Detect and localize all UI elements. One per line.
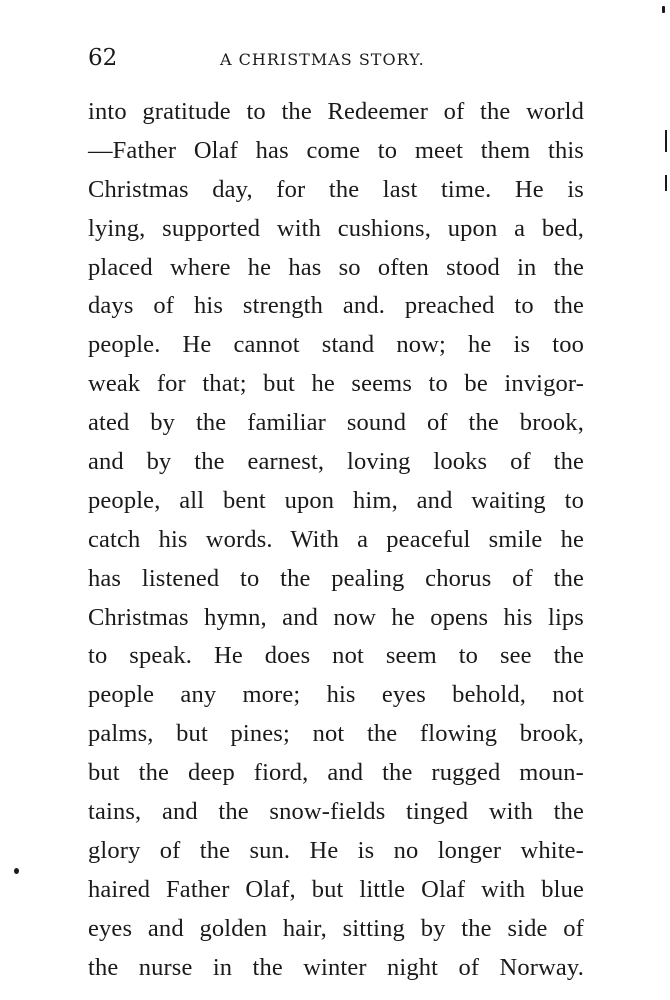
text-line: weak for that; but he seems to be invigor- — [88, 370, 584, 398]
running-title: A CHRISTMAS STORY. — [220, 50, 425, 69]
text-line: eyes and golden hair, sitting by the side of — [88, 914, 584, 942]
margin-speck — [662, 6, 665, 13]
text-line: haired Father Olaf, but little Olaf with blue — [88, 875, 584, 903]
text-line: glory of the sun. He is no longer white- — [88, 836, 584, 864]
text-line: catch his words. With a peaceful smile he — [88, 525, 584, 553]
margin-speck — [665, 175, 667, 191]
text-line: to speak. He does not seem to see the — [88, 642, 584, 670]
text-line: and by the earnest, loving looks of the — [88, 448, 584, 476]
text-line: palms, but pines; not the flowing brook, — [88, 720, 584, 748]
page-number: 62 — [88, 45, 118, 71]
text-line: people any more; his eyes behold, not — [88, 681, 584, 709]
text-line: people, all bent upon him, and waiting to — [88, 486, 584, 514]
margin-speck — [665, 130, 667, 152]
text-line: into gratitude to the Redeemer of the world — [88, 98, 584, 125]
text-line: days of his strength and. preached to the — [88, 292, 584, 320]
text-line: the nurse in the winter night of Norway. — [88, 953, 584, 981]
text-line: Christmas hymn, and now he opens his lips — [88, 603, 584, 631]
body-text — [88, 93, 584, 987]
page-header — [88, 42, 578, 76]
text-line: tains, and the snow-fields tinged with the — [88, 798, 584, 826]
text-line: has listened to the pealing chorus of the — [88, 564, 584, 592]
text-line: but the deep fiord, and the rugged moun- — [88, 759, 584, 787]
text-line: ated by the familiar sound of the brook, — [88, 409, 584, 437]
text-line: lying, supported with cushions, upon a bed, — [88, 214, 584, 242]
text-line: —Father Olaf has come to meet them this — [88, 136, 584, 164]
text-line: placed where he has so often stood in the — [88, 253, 584, 281]
text-line: people. He cannot stand now; he is too — [88, 331, 584, 359]
text-line: Christmas day, for the last time. He is — [88, 175, 584, 203]
margin-speck — [14, 868, 19, 874]
